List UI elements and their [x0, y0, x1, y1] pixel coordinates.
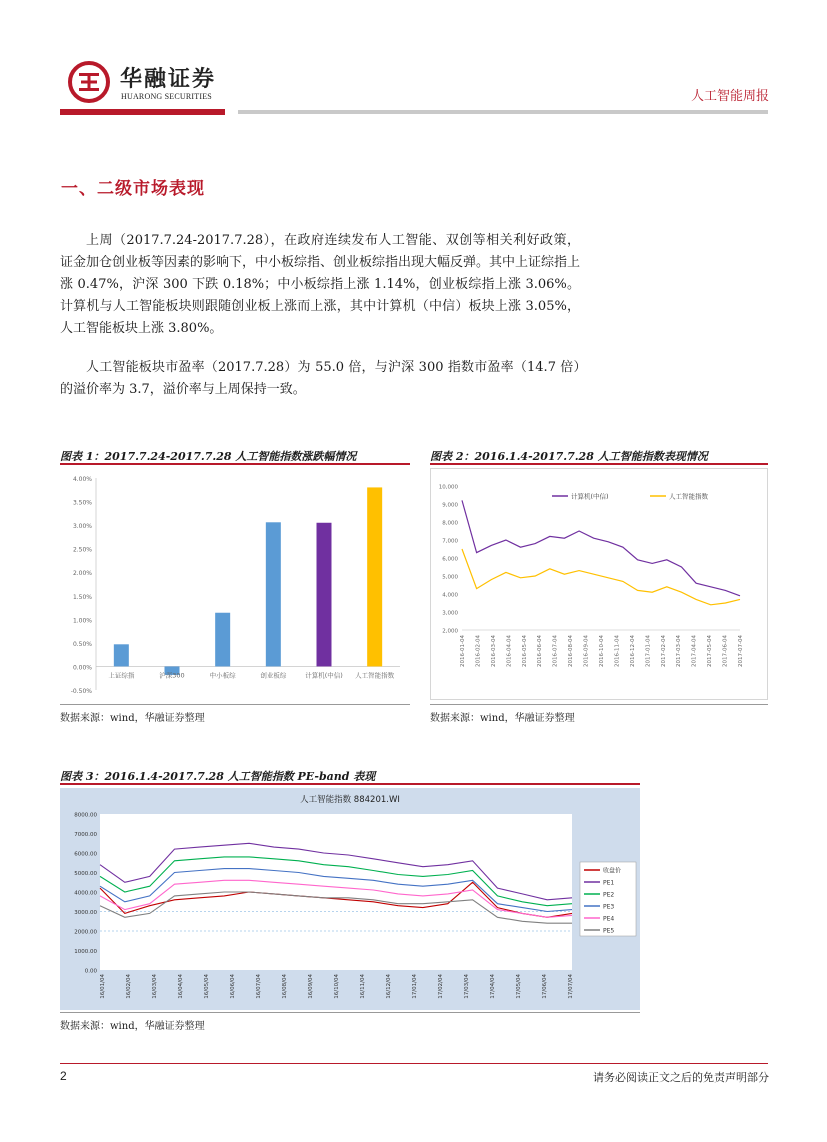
figure-3-source-rule — [60, 1012, 640, 1013]
section-title: 一、二级市场表现 — [61, 179, 205, 199]
y-tick-label: 7,000 — [442, 538, 458, 545]
figure-2-source-rule — [430, 704, 768, 705]
figure-3-source: 数据来源：wind，华融证券整理 — [60, 1021, 205, 1032]
x-tick-label: 2017-06-04 — [722, 635, 729, 667]
x-tick-label: 17/07/04 — [568, 974, 574, 999]
x-tick-label: 2017-04-04 — [691, 635, 698, 667]
body-paragraph-1: 上周（2017.7.24-2017.7.28），在政府连续发布人工智能、双创等相关利好政策，证金加仓创业板等因素的影响下，中小板综指、创业板综指出现大幅反弹。其中上证综指上涨 0.47%，沪深 300 下跌 0.18%；中小板综指上涨 1.14%，创业板综指上涨 3.06%。计算机与人工智能板块则跟随创业板上涨而上涨，其中计算机（中信）板块上涨 3.05%，人工智能板块上涨 3.80%。 — [60, 233, 581, 336]
y-tick-label: 5000.00 — [74, 871, 97, 877]
x-tick-label: 2016-09-04 — [583, 635, 590, 667]
y-tick-label: 0.50% — [72, 640, 92, 648]
y-tick-label: 4,000 — [442, 592, 458, 599]
page-number: 2 — [60, 1069, 67, 1083]
bar — [114, 644, 129, 666]
legend-label: PE3 — [603, 903, 615, 911]
header-rule-gray — [238, 110, 768, 114]
y-tick-label: 8,000 — [442, 520, 458, 527]
x-category-label: 创业板综 — [260, 671, 287, 680]
line-chart-index-performance — [430, 468, 768, 700]
y-tick-label: 4.00% — [72, 476, 92, 483]
y-tick-label: 2.50% — [72, 546, 92, 554]
y-tick-label: 2,000 — [442, 628, 458, 635]
x-tick-label: 2016-10-04 — [599, 635, 605, 667]
figure-1-caption: 图表 1：2017.7.24-2017.7.28 人工智能指数涨跌幅情况 — [60, 450, 357, 463]
figure-2-caption: 图表 2：2016.1.4-2017.7.28 人工智能指数表现情况 — [430, 450, 708, 463]
x-tick-label: 17/03/04 — [464, 974, 470, 999]
x-tick-label: 2016-03-04 — [490, 635, 497, 667]
figure-2-rule — [430, 463, 768, 465]
y-tick-label: 5,000 — [442, 574, 458, 581]
x-tick-label: 16/07/04 — [256, 974, 262, 999]
chart-title: 人工智能指数 884201.WI — [300, 795, 400, 805]
bar — [317, 523, 332, 667]
y-tick-label: 2.00% — [72, 570, 92, 578]
y-tick-label: 6000.00 — [74, 851, 97, 858]
x-tick-label: 2016-11-04 — [614, 635, 621, 667]
bar — [367, 487, 382, 666]
x-tick-label: 17/01/04 — [412, 974, 418, 999]
logo-english-name: HUARONG SECURITIES — [121, 92, 212, 101]
x-tick-label: 16/11/04 — [360, 974, 366, 999]
x-tick-label: 17/05/04 — [516, 974, 522, 999]
y-tick-label: 9,000 — [442, 502, 458, 509]
y-tick-label: 7000.00 — [74, 832, 97, 838]
y-tick-label: 1000.00 — [74, 949, 97, 955]
x-tick-label: 16/04/04 — [178, 974, 184, 999]
x-category-label: 人工智能指数 — [355, 671, 395, 680]
y-tick-label: 3000.00 — [74, 910, 97, 916]
y-tick-label: 1.50% — [72, 593, 92, 601]
x-tick-label: 2016-02-04 — [475, 635, 482, 667]
x-tick-label: 17/04/04 — [490, 974, 496, 999]
y-tick-label: 2000.00 — [74, 929, 97, 936]
plot-area — [100, 814, 572, 970]
x-tick-label: 17/02/04 — [438, 974, 444, 999]
bar-chart-index-change — [60, 468, 410, 700]
legend-label: PE4 — [603, 915, 615, 923]
figure-1-source-rule — [60, 704, 410, 705]
x-tick-label: 2016-07-04 — [552, 635, 559, 667]
y-tick-label: 0.00 — [84, 968, 97, 975]
x-category-label: 中小板综 — [209, 671, 236, 680]
header-rule-red — [60, 109, 225, 115]
y-tick-label: 3.00% — [72, 523, 92, 531]
legend-label: PE5 — [603, 927, 615, 935]
y-tick-label: 3.50% — [72, 499, 92, 507]
figure-1-rule — [60, 463, 410, 465]
figure-2-source: 数据来源：wind，华融证券整理 — [430, 713, 575, 724]
legend-label: 计算机(中信) — [571, 492, 609, 501]
x-category-label: 上证综指 — [108, 671, 135, 680]
x-tick-label: 2017-02-04 — [660, 635, 667, 667]
report-type: 人工智能周报 — [690, 89, 769, 104]
x-tick-label: 16/05/04 — [204, 974, 210, 999]
body-paragraph-2: 人工智能板块市盈率（2017.7.28）为 55.0 倍，与沪深 300 指数市盈率（14.7 倍）的溢价率为 3.7，溢价率与上周保持一致。 — [60, 360, 580, 397]
figure-3-caption: 图表 3：2016.1.4-2017.7.28 人工智能指数 PE-band 表现 — [60, 770, 376, 783]
y-tick-label: 0.00% — [72, 664, 92, 672]
x-tick-label: 16/12/04 — [386, 974, 392, 999]
bar — [215, 613, 230, 667]
legend-label: 人工智能指数 — [669, 492, 708, 501]
y-tick-label: 10,000 — [438, 484, 458, 491]
y-tick-label: 8000.00 — [74, 812, 97, 819]
x-tick-label: 16/01/04 — [100, 974, 106, 999]
x-tick-label: 16/02/04 — [126, 974, 132, 999]
legend-label: 收盘价 — [603, 867, 622, 875]
x-tick-label: 2016-01-04 — [460, 635, 466, 667]
x-tick-label: 16/08/04 — [282, 974, 288, 999]
x-tick-label: 16/09/04 — [308, 974, 314, 999]
x-tick-label: 16/10/04 — [334, 974, 340, 999]
legend-label: PE1 — [603, 879, 615, 887]
footer-disclaimer: 请务必阅读正文之后的免责声明部分 — [593, 1071, 769, 1084]
x-tick-label: 2016-04-04 — [506, 635, 513, 667]
x-tick-label: 2016-08-04 — [568, 635, 575, 667]
figure-3-rule — [60, 783, 640, 785]
huarong-logo-icon — [68, 61, 110, 103]
x-tick-label: 2017-01-04 — [645, 635, 652, 667]
x-tick-label: 2016-12-04 — [629, 635, 636, 667]
y-tick-label: 6,000 — [442, 556, 458, 563]
y-tick-label: -0.50% — [70, 688, 92, 695]
x-tick-label: 2017-05-04 — [707, 635, 714, 667]
y-tick-label: 3,000 — [442, 610, 458, 617]
x-tick-label: 2016-06-04 — [537, 635, 544, 667]
x-category-label: 沪深300 — [159, 671, 185, 680]
pe-band-chart — [60, 788, 640, 1010]
x-tick-label: 16/06/04 — [230, 974, 236, 999]
logo-chinese-name: 华融证券 — [120, 66, 217, 92]
x-category-label: 计算机(中信) — [305, 671, 343, 680]
bar — [266, 522, 281, 666]
figure-1-source: 数据来源：wind，华融证券整理 — [60, 713, 205, 724]
x-tick-label: 17/06/04 — [542, 974, 548, 999]
x-tick-label: 2017-03-04 — [676, 635, 683, 667]
footer-rule — [60, 1063, 768, 1064]
legend-label: PE2 — [603, 891, 615, 899]
y-tick-label: 4000.00 — [74, 890, 97, 897]
x-tick-label: 2016-05-04 — [521, 635, 528, 667]
y-tick-label: 1.00% — [72, 617, 92, 625]
x-tick-label: 2017-07-04 — [738, 635, 744, 667]
x-tick-label: 16/03/04 — [152, 974, 158, 999]
